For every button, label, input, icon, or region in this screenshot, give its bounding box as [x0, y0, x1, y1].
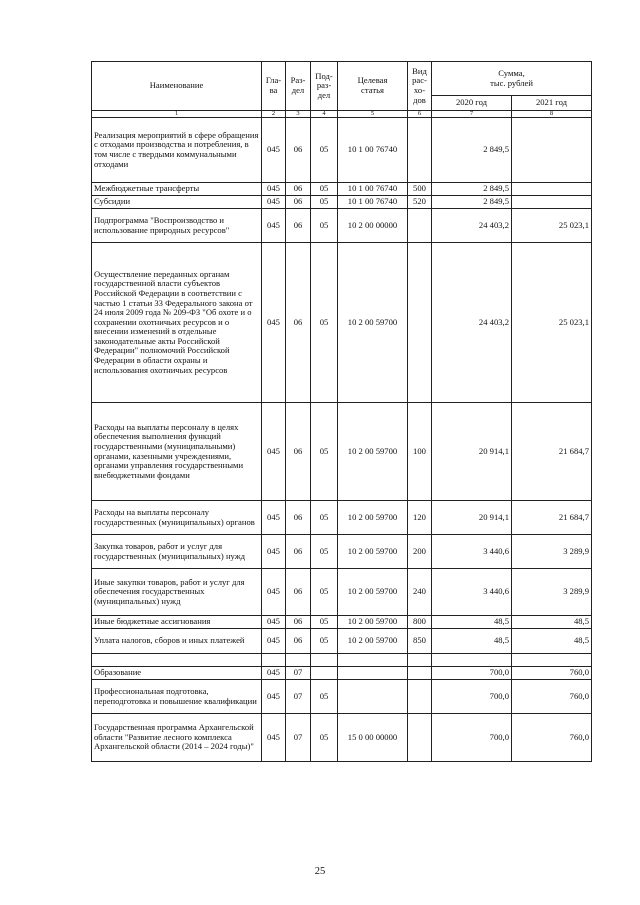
table-row — [92, 535, 592, 569]
row-amount-2021 — [512, 654, 592, 667]
row-name: Субсидии — [92, 196, 262, 209]
column-number: 4 — [311, 111, 338, 118]
row-subsection: 05 — [311, 616, 338, 629]
row-amount-2020: 3 440,6 — [432, 535, 512, 569]
row-section: 06 — [286, 569, 311, 616]
table-row — [92, 714, 592, 762]
table-row — [92, 183, 592, 196]
row-amount-2020: 20 914,1 — [432, 501, 512, 535]
table-row — [92, 629, 592, 654]
table-row — [92, 209, 592, 243]
row-amount-2021: 25 023,1 — [512, 209, 592, 243]
row-amount-2021: 3 289,9 — [512, 535, 592, 569]
header-amount: Сумма, тыс. рублей — [432, 62, 592, 96]
row-expense-type — [408, 654, 432, 667]
row-subsection: 05 — [311, 118, 338, 183]
row-expense-type — [408, 714, 432, 762]
row-chapter: 045 — [262, 680, 286, 714]
row-subsection: 05 — [311, 209, 338, 243]
row-expense-type: 100 — [408, 403, 432, 501]
row-chapter: 045 — [262, 501, 286, 535]
row-section: 06 — [286, 403, 311, 501]
row-amount-2021 — [512, 118, 592, 183]
table-row — [92, 196, 592, 209]
row-subsection: 05 — [311, 403, 338, 501]
row-section: 06 — [286, 501, 311, 535]
row-expense-type: 500 — [408, 183, 432, 196]
row-target: 10 2 00 59700 — [338, 243, 408, 403]
row-amount-2020 — [432, 654, 512, 667]
row-section: 06 — [286, 196, 311, 209]
row-amount-2021: 25 023,1 — [512, 243, 592, 403]
row-name: Межбюджетные трансферты — [92, 183, 262, 196]
row-target: 10 1 00 76740 — [338, 183, 408, 196]
row-section: 06 — [286, 183, 311, 196]
budget-table — [91, 61, 592, 762]
row-name: Реализация мероприятий в сфере обращения с отходами производства и потребления, в том числе с твердыми коммунальными отходами — [92, 118, 262, 183]
row-amount-2020: 700,0 — [432, 680, 512, 714]
row-name: Профессиональная подготовка, переподготовка и повышение квалификации — [92, 680, 262, 714]
row-subsection: 05 — [311, 196, 338, 209]
row-target — [338, 680, 408, 714]
row-subsection — [311, 654, 338, 667]
table-row — [92, 667, 592, 680]
row-expense-type: 240 — [408, 569, 432, 616]
column-number: 8 — [512, 111, 592, 118]
header-year-2020: 2020 год — [432, 96, 512, 111]
row-target — [338, 654, 408, 667]
row-amount-2020: 2 849,5 — [432, 196, 512, 209]
row-section: 06 — [286, 209, 311, 243]
row-amount-2021: 760,0 — [512, 667, 592, 680]
row-subsection: 05 — [311, 680, 338, 714]
row-chapter: 045 — [262, 569, 286, 616]
header-name: Наименование — [92, 62, 262, 111]
column-number: 2 — [262, 111, 286, 118]
header-section: Раз- дел — [286, 62, 311, 111]
column-number: 5 — [338, 111, 408, 118]
row-subsection: 05 — [311, 535, 338, 569]
row-name: Государственная программа Архангельской области "Развитие лесного комплекса Архангельской области (2014 – 2024 годы)" — [92, 714, 262, 762]
row-expense-type — [408, 667, 432, 680]
row-name: Расходы на выплаты персоналу в целях обеспечения выполнения функций государственными (муниципальными) органами, казенными учреждениями, органами управления государственными внебюджетными фондами — [92, 403, 262, 501]
row-target: 10 2 00 59700 — [338, 629, 408, 654]
row-amount-2020: 700,0 — [432, 714, 512, 762]
row-amount-2021: 760,0 — [512, 680, 592, 714]
row-target: 10 2 00 59700 — [338, 403, 408, 501]
table-row — [92, 118, 592, 183]
row-target: 15 0 00 00000 — [338, 714, 408, 762]
row-amount-2020: 2 849,5 — [432, 118, 512, 183]
row-section: 06 — [286, 243, 311, 403]
row-expense-type: 850 — [408, 629, 432, 654]
row-expense-type — [408, 118, 432, 183]
row-amount-2021: 3 289,9 — [512, 569, 592, 616]
row-section: 07 — [286, 667, 311, 680]
row-target: 10 2 00 59700 — [338, 569, 408, 616]
row-amount-2021 — [512, 183, 592, 196]
row-expense-type — [408, 243, 432, 403]
table-row — [92, 243, 592, 403]
row-name — [92, 654, 262, 667]
table-row — [92, 616, 592, 629]
row-chapter: 045 — [262, 616, 286, 629]
row-expense-type: 800 — [408, 616, 432, 629]
row-section: 06 — [286, 629, 311, 654]
column-number: 3 — [286, 111, 311, 118]
table-row — [92, 403, 592, 501]
column-number: 7 — [432, 111, 512, 118]
row-expense-type: 520 — [408, 196, 432, 209]
row-target: 10 2 00 59700 — [338, 616, 408, 629]
column-number: 6 — [408, 111, 432, 118]
row-amount-2021: 48,5 — [512, 629, 592, 654]
row-amount-2021: 21 684,7 — [512, 403, 592, 501]
row-chapter: 045 — [262, 535, 286, 569]
row-expense-type: 120 — [408, 501, 432, 535]
row-expense-type — [408, 209, 432, 243]
row-name: Уплата налогов, сборов и иных платежей — [92, 629, 262, 654]
row-amount-2020: 48,5 — [432, 629, 512, 654]
column-number: 1 — [92, 111, 262, 118]
row-section: 06 — [286, 118, 311, 183]
table-header — [92, 62, 592, 118]
row-name: Подпрограмма "Воспроизводство и использование природных ресурсов" — [92, 209, 262, 243]
row-target: 10 1 00 76740 — [338, 118, 408, 183]
row-amount-2020: 20 914,1 — [432, 403, 512, 501]
row-expense-type: 200 — [408, 535, 432, 569]
row-name: Иные закупки товаров, работ и услуг для обеспечения государственных (муниципальных) нужд — [92, 569, 262, 616]
row-chapter: 045 — [262, 629, 286, 654]
row-chapter: 045 — [262, 403, 286, 501]
row-amount-2020: 700,0 — [432, 667, 512, 680]
table-row — [92, 680, 592, 714]
row-amount-2021: 760,0 — [512, 714, 592, 762]
header-year-2021: 2021 год — [512, 96, 592, 111]
header-chapter: Гла- ва — [262, 62, 286, 111]
row-target: 10 2 00 00000 — [338, 209, 408, 243]
row-amount-2020: 2 849,5 — [432, 183, 512, 196]
row-target: 10 2 00 59700 — [338, 501, 408, 535]
row-subsection — [311, 667, 338, 680]
row-chapter: 045 — [262, 209, 286, 243]
row-chapter: 045 — [262, 714, 286, 762]
row-subsection: 05 — [311, 714, 338, 762]
row-amount-2021 — [512, 196, 592, 209]
row-amount-2020: 3 440,6 — [432, 569, 512, 616]
row-chapter: 045 — [262, 243, 286, 403]
row-chapter: 045 — [262, 667, 286, 680]
table-row — [92, 501, 592, 535]
row-chapter: 045 — [262, 183, 286, 196]
header-subsection: Под- раз- дел — [311, 62, 338, 111]
table-body — [92, 118, 592, 762]
row-section: 07 — [286, 714, 311, 762]
row-chapter: 045 — [262, 118, 286, 183]
table-row — [92, 654, 592, 667]
row-target — [338, 667, 408, 680]
column-numbers-row — [92, 111, 592, 118]
row-section: 06 — [286, 616, 311, 629]
header-target: Целевая статья — [338, 62, 408, 111]
row-section — [286, 654, 311, 667]
row-chapter — [262, 654, 286, 667]
row-name: Образование — [92, 667, 262, 680]
row-amount-2020: 24 403,2 — [432, 209, 512, 243]
row-name: Иные бюджетные ассигнования — [92, 616, 262, 629]
row-target: 10 1 00 76740 — [338, 196, 408, 209]
row-name: Закупка товаров, работ и услуг для государственных (муниципальных) нужд — [92, 535, 262, 569]
row-section: 06 — [286, 535, 311, 569]
row-amount-2020: 24 403,2 — [432, 243, 512, 403]
row-name: Расходы на выплаты персоналу государственных (муниципальных) органов — [92, 501, 262, 535]
row-expense-type — [408, 680, 432, 714]
row-amount-2020: 48,5 — [432, 616, 512, 629]
row-subsection: 05 — [311, 243, 338, 403]
row-subsection: 05 — [311, 501, 338, 535]
row-subsection: 05 — [311, 183, 338, 196]
row-target: 10 2 00 59700 — [338, 535, 408, 569]
row-chapter: 045 — [262, 196, 286, 209]
table-row — [92, 569, 592, 616]
row-amount-2021: 48,5 — [512, 616, 592, 629]
row-amount-2021: 21 684,7 — [512, 501, 592, 535]
row-section: 07 — [286, 680, 311, 714]
row-subsection: 05 — [311, 629, 338, 654]
row-name: Осуществление переданных органам государственной власти субъектов Российской Федерации в соответствии с частью 1 статьи 33 Федерального закона от 24 июля 2009 года № 209-ФЗ "Об охоте и о сохранении охотничьих ресурсов и о внесении изменений в отдельные законодательные акты Российской Федерации" полномочий Российской Федерации в области охраны и использования охотничьих ресурсов — [92, 243, 262, 403]
header-expense-type: Вид рас- хо- дов — [408, 62, 432, 111]
page-number: 25 — [314, 866, 326, 877]
row-subsection: 05 — [311, 569, 338, 616]
